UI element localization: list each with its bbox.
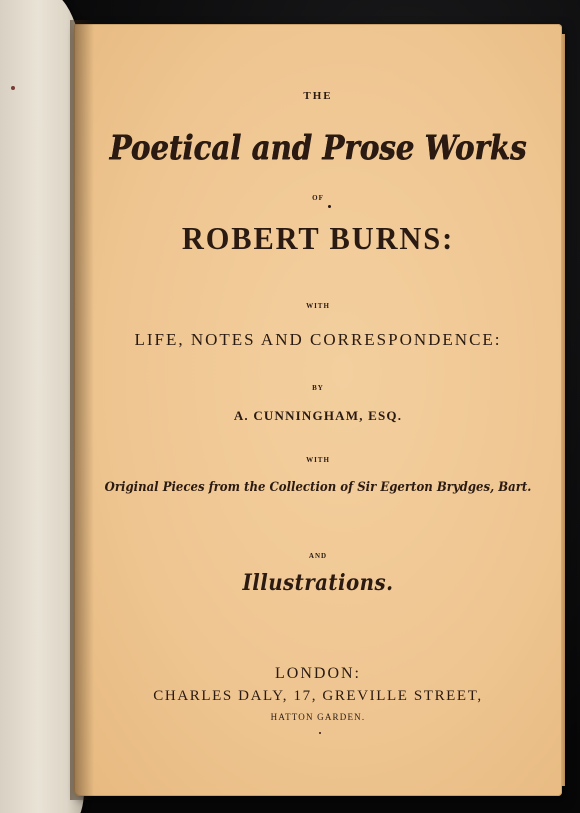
imprint-publisher: CHARLES DALY, 17, GREVILLE STREET,: [153, 688, 483, 704]
ink-speck: [11, 86, 15, 90]
original-pieces-line: Original Pieces from the Collection of Sir Egerton Brydges, Bart.: [104, 480, 532, 495]
title-by: BY: [312, 384, 324, 392]
editor-name: A. CUNNINGHAM, ESQ.: [233, 408, 403, 423]
imprint-district: HATTON GARDEN.: [270, 712, 366, 722]
imprint-city: LONDON:: [275, 665, 361, 682]
author-name: ROBERT BURNS:: [181, 220, 455, 256]
works-title: Poetical and Prose Works: [109, 128, 527, 168]
printer-dot-bottom: [319, 732, 321, 734]
title-with-1: WITH: [306, 302, 330, 310]
title-and: AND: [308, 552, 328, 560]
title-page: [74, 24, 562, 796]
title-the: THE: [303, 90, 333, 102]
title-with-2: WITH: [306, 456, 330, 464]
page-gutter-shadow: [70, 20, 94, 800]
printer-dot: [328, 205, 331, 208]
subtitle: LIFE, NOTES AND CORRESPONDENCE:: [134, 330, 502, 349]
illustrations-line: Illustrations.: [242, 570, 394, 596]
title-of: OF: [312, 194, 324, 202]
